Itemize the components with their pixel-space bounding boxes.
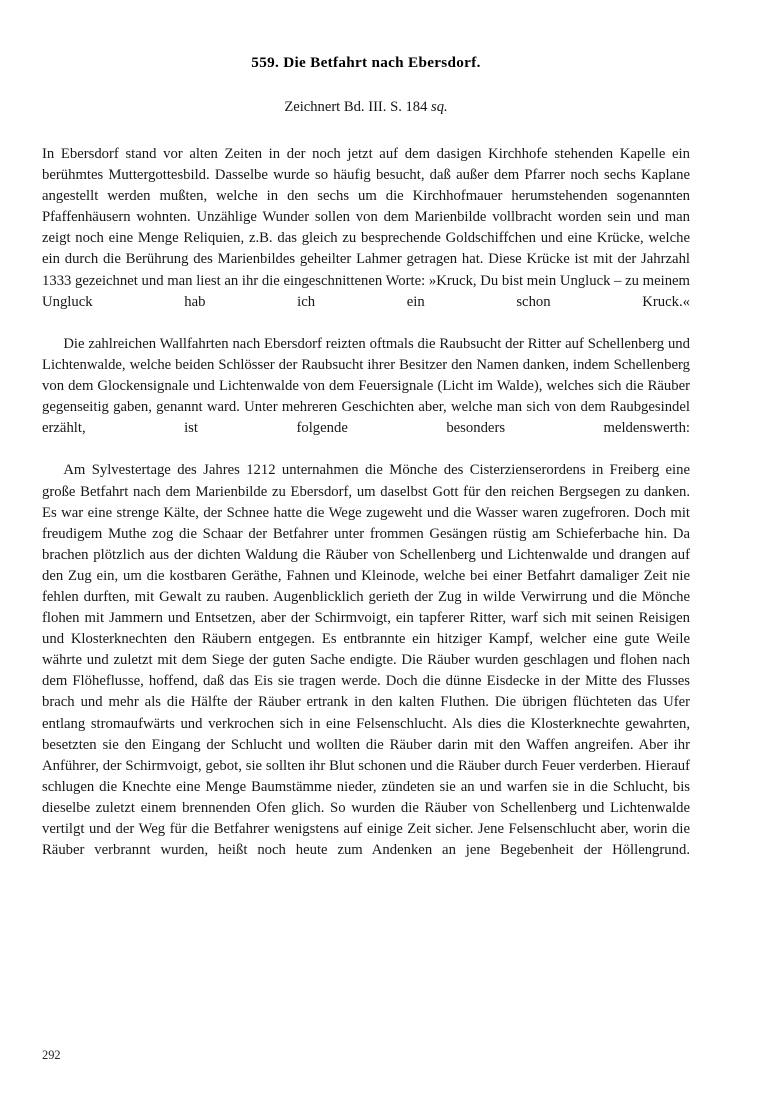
source-citation-main: Zeichnert Bd. III. S. 184 xyxy=(284,99,432,115)
source-citation-abbrev: sq. xyxy=(431,99,448,115)
page-title: 559. Die Betfahrt nach Ebersdorf. xyxy=(251,54,481,71)
paragraph: Am Sylvestertage des Jahres 1212 unternahmen die Mönche des Cisterzienserordens in Freiberg eine große Betfahrt nach dem Marienbilde zu Ebersdorf, um daselbst Gott für den reichen Bergsegen zu danken. Es war eine strenge Kälte, der Schnee hatte die Wege zugeweht und die Wasser waren zugefroren. Doch mit freudigem Muthe zog die Schaar der Betfahrer unter frommen Gesängen rüstig am Schieferbache hin. Da brachen plötzlich aus der dichten Waldung die Räuber von Schellenberg und Lichtenwalde und drangen auf den Zug ein, um die kostbaren Geräthe, Fahnen und Kleinode, welche bei einer Betfahrt damaliger Zeit nie fehlen durften, mit Gewalt zu rauben. Augenblicklich gerieth der Zug in wilde Verwirrung und die Mönche flohen mit Jammern und Entsetzen, aber der Schirmvoigt, ein tapferer Ritter, warf sich mit seinen Reisigen und Klosterknechten den Räubern entgegen. Es entbrannte ein hitziger Kampf, welcher eine gute Weile währte und zuletzt mit dem Siege der guten Sache endigte. Die Räuber wurden geschlagen und flohen nach dem Flöheflusse, hoffend, daß das Eis sie tragen werde. Doch die dünne Eisdecke in der Mitte des Flusses brach und mehr als die Hälfte der Räuber ertrank in den kalten Fluthen. Die übrigen flüchteten das Ufer entlang stromaufwärts und verkrochen sich in eine Felsenschlucht. Als dies die Klosterknechte gewahrten, besetzten sie den Eingang der Schlucht und wollten die Räuber darin mit den Waffen angreifen. Aber ihr Anführer, der Schirmvoigt, gebot, sie sollten ihr Blut schonen und die Räuber durch Feuer verderben. Hierauf schlugen die Knechte eine Menge Baumstämme nieder, zündeten sie an und warfen sie in die Schlucht, bis dieselbe zuletzt einem brennenden Ofen glich. So wurden die Räuber von Schellenberg und Lichtenwalde vertilgt und der Weg für die Betfahrer wenigstens auf einige Zeit sicher. Jene Felsenschlucht aber, worin die Räuber verbrannt wurden, heißt noch heute zum Andenken an jene Begebenheit der Höllengrund. xyxy=(42,462,690,859)
paragraph: Die zahlreichen Wallfahrten nach Ebersdorf reizten oftmals die Raubsucht der Ritter auf Schellenberg und Lichtenwalde, welche beiden Schlösser der Raubsucht ihrer Besitzer den Namen danken, indem Schellenberg von dem Glockensignale und Lichtenwalde von dem Feuersignale (Licht im Walde), welches sich die Räuber gegenseitig gaben, genannt ward. Unter mehreren Geschichten aber, welche man sich von dem Raubgesindel erzählt, ist folgende besonders meldenswerth: xyxy=(42,335,690,437)
page-text-block xyxy=(42,52,690,882)
page-number: 292 xyxy=(42,1048,61,1062)
body-text xyxy=(42,144,690,882)
paragraph: In Ebersdorf stand vor alten Zeiten in der noch jetzt auf dem dasigen Kirchhofe stehenden Kapelle ein berühmtes Muttergottesbild. Dasselbe wurde so häufig besucht, daß außer dem Pfarrer noch sechs Kaplane angestellt werden mußten, welche in den sechs um die Kirchhofmauer herumstehenden sogenannten Pfaffenhäusern wohnten. Unzählige Wunder sollen von dem Marienbilde vollbracht worden sein und man zeigt noch eine Menge Reliquien, z.B. das gleich zu besprechende Goldschiffchen und eine Krücke, welche ein durch die Berührung des Marienbildes geheilter Lahmer getragen hat. Diese Krücke ist mit der Jahrzahl 1333 gezeichnet und man liest an ihr die eingeschnittenen Worte: »Kruck, Du bist mein Ungluck – zu meinem Ungluck hab ich ein schon Kruck.« xyxy=(42,146,690,310)
source-citation xyxy=(42,97,690,118)
